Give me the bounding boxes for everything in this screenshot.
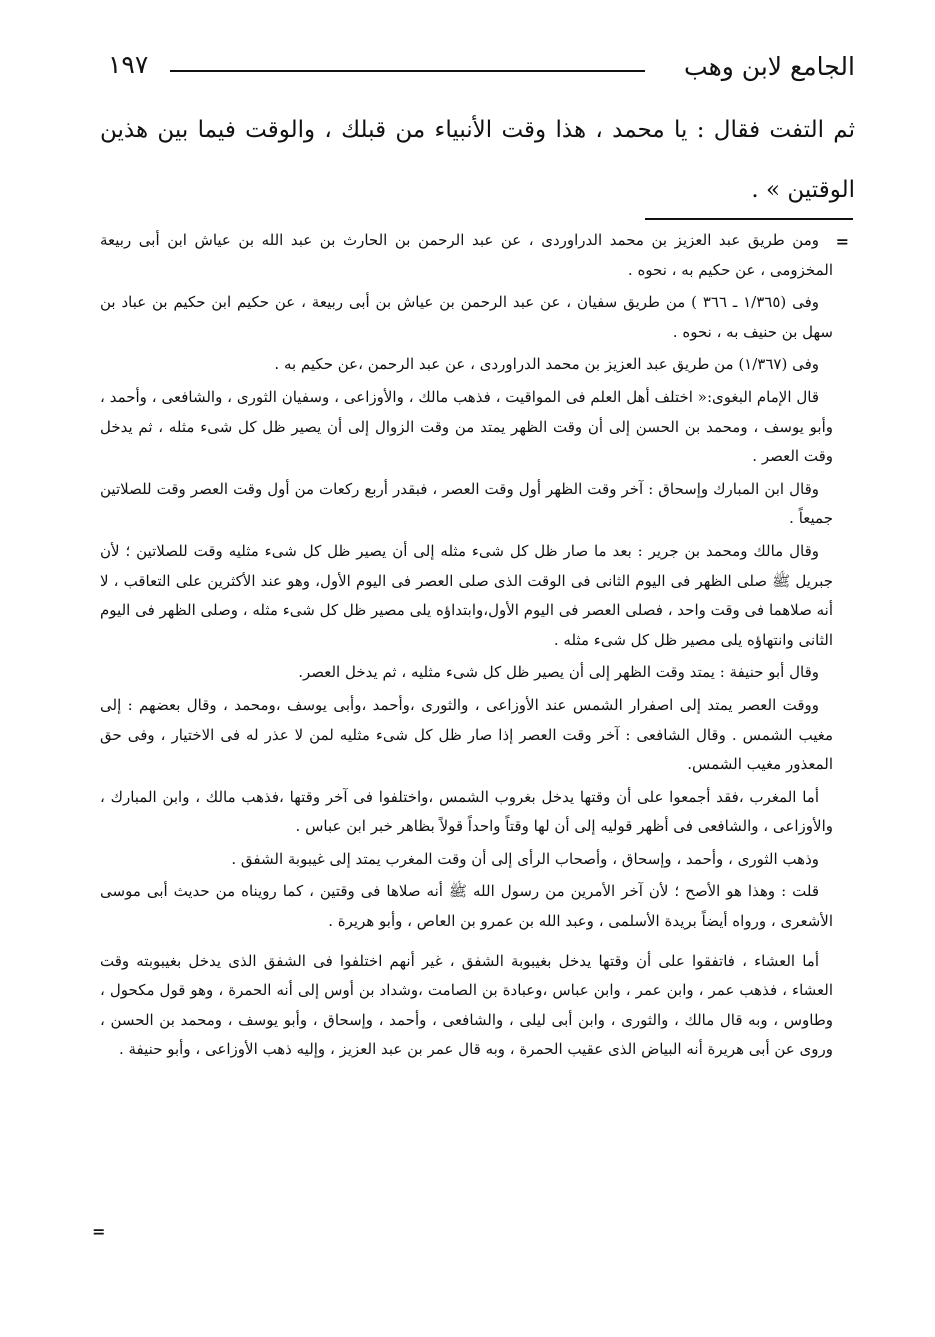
- running-title: الجامع لابن وهب: [684, 52, 855, 81]
- footnote-paragraph: أما العشاء ، فاتفقوا على أن وقتها يدخل بغيبوبة الشفق ، غير أنهم اختلفوا فى الشفق الذى يدخل بغيبوبته وقت العشاء ، فذهب عمر ، وابن عمر ، وابن عباس ،وعبادة بن الصامت ،وشداد بن أوس إلى أنه الحمرة ، وهو قول مكحول ، وطاوس ، وبه قال مالك ، والثورى ، وابن أبى ليلى ، والشافعى ، وأحمد ، وإسحاق ، وأبو يوسف ، ومحمد بن الحسن ، وروى عن أبى هريرة أنه البياض الذى عقيب الحمرة ، وبه قال عمر بن عبد العزيز ، وإليه ذهب الأوزاعى ، وأبو حنيفة .: [100, 951, 833, 1059]
- footnote-separator: [645, 218, 853, 220]
- footnote-paragraph: ومن طريق عبد العزيز بن محمد الدراوردى ، عن عبد الرحمن بن الحارث بن عبد الله بن عياش ابن أبى ربيعة المخزومى ، عن حكيم به ، نحوه .: [100, 231, 833, 279]
- header-rule: [170, 70, 645, 72]
- footnote-paragraph: وذهب الثورى ، وأحمد ، وإسحاق ، وأصحاب الرأى إلى أن وقت المغرب يمتد إلى غيبوبة الشفق .: [231, 849, 819, 868]
- footnote-paragraph: وفى (١/٣٦٧) من طريق عبد العزيز بن محمد الدراوردى ، عن عبد الرحمن ،عن حكيم به .: [274, 355, 819, 374]
- footnote-paragraph: وقال ابن المبارك وإسحاق : آخر وقت الظهر أول وقت العصر ، فبقدر أربع ركعات من أول وقت العصر وقت للصلاتين جميعاً .: [100, 479, 833, 528]
- footnote-paragraph: قال الإمام البغوى:« اختلف أهل العلم فى المواقيت ، فذهب مالك ، والأوزاعى ، وسفيان الثورى ، والشافعى ، وأحمد ، وأبو يوسف ، ومحمد بن الحسن إلى أن وقت الظهر يمتد من وقت الزوال إلى أن يصير ظل كل شىء مثله ، ثم يدخل وقت العصر .: [100, 387, 833, 466]
- continuation-mark-top: =: [835, 232, 849, 251]
- page-number: ١٩٧: [108, 50, 149, 79]
- footnote-paragraph: وفى (١/٣٦٥ ـ ٣٦٦ ) من طريق سفيان ، عن عبد الرحمن بن عياش بن أبى ربيعة ، عن حكيم ابن حكيم بن عباد بن سهل بن حنيف به ، نحوه .: [100, 293, 833, 341]
- continuation-mark-bottom: =: [92, 1222, 106, 1241]
- footnote-paragraph: أما المغرب ،فقد أجمعوا على أن وقتها يدخل بغروب الشمس ،واختلفوا فى آخر وقتها ،فذهب مالك ، وابن المبارك ، والأوزاعى ، والشافعى فى أظهر قوليه إلى أن لها وقتاً واحداً قولاً بظاهر خبر ابن عباس .: [100, 787, 833, 836]
- main-text: ثم التفت فقال : يا محمد ، هذا وقت الأنبياء من قبلك ، والوقت فيما بين هذين الوقتين » .: [100, 117, 855, 203]
- page-header: [108, 52, 855, 92]
- footnote-paragraph: قلت : وهذا هو الأصح ؛ لأن آخر الأمرين من رسول الله ﷺ أنه صلاها فى وقتين ، كما رويناه من حديث أبى موسى الأشعرى ، ورواه أيضاً بريدة الأسلمى ، وعبد الله بن عمرو بن العاص ، وأبو هريرة .: [100, 882, 833, 931]
- footnotes: [100, 226, 833, 1068]
- footnote-paragraph: ووقت العصر يمتد إلى اصفرار الشمس عند الأوزاعى ، والثورى ،وأحمد ،وأبى يوسف ،ومحمد ، وقال بعضهم : إلى مغيب الشمس . وقال الشافعى : آخر وقت العصر إذا صار ظل كل شىء مثليه لمن لا عذر له فى الاختيار ، وفى حق المعذور مغيب الشمس.: [100, 695, 833, 774]
- footnote-paragraph: وقال أبو حنيفة : يمتد وقت الظهر إلى أن يصير ظل كل شىء مثليه ، ثم يدخل العصر.: [298, 663, 819, 682]
- footnote-paragraph: وقال مالك ومحمد بن جرير : بعد ما صار ظل كل شىء مثله إلى أن يصير ظل كل شىء مثليه وقت للصلاتين ؛ لأن جبريل ﷺ صلى الظهر فى اليوم الثانى فى الوقت الذى صلى العصر فى اليوم الأول، وهو عند الأكثرين على التعاقب ، لا أنه صلاهما فى وقت واحد ، فصلى العصر فى اليوم الأول،وابتداؤه يلى مصير ظل كل شىء مثله ، وصلى الظهر فى اليوم الثانى وانتهاؤه يلى مصير ظل كل شىء مثله .: [100, 541, 833, 649]
